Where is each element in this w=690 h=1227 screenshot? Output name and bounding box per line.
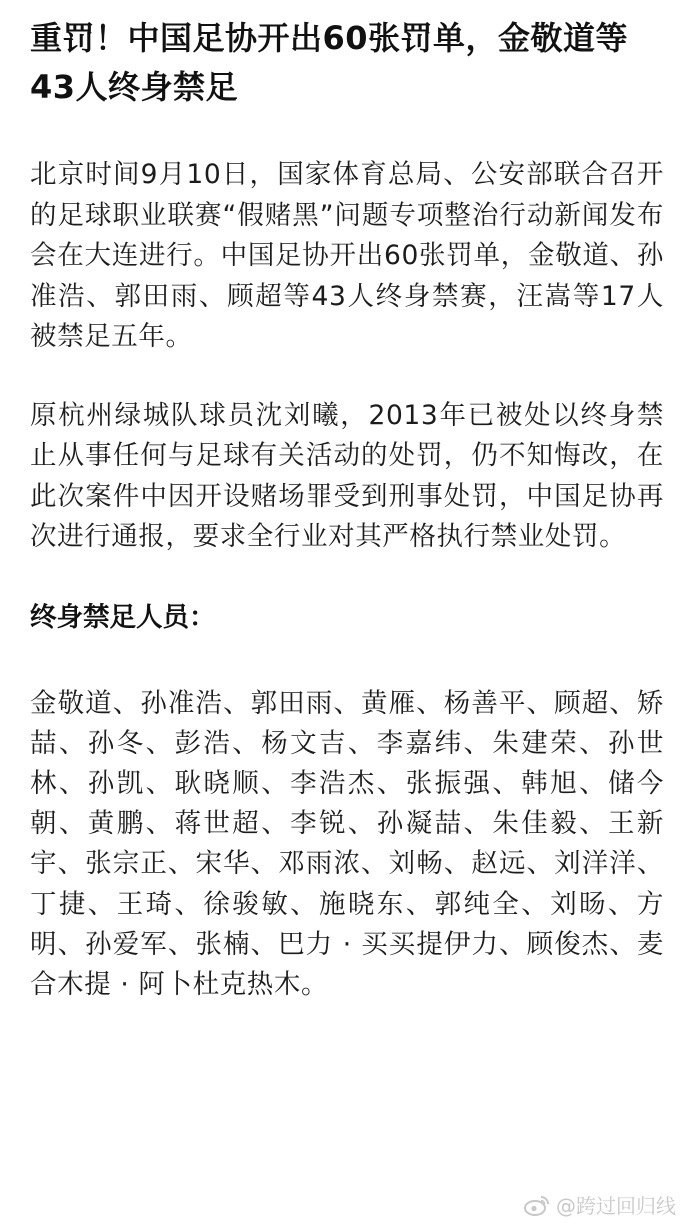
article-paragraph-1: 北京时间9月10日，国家体育总局、公安部联合召开的足球职业联赛“假赌黑”问题专项整治行动新闻发布会在大连进行。中国足协开出60张罚单，金敬道、孙准浩、郭田雨、顾超等43人终身禁赛，汪嵩等17人被禁足五年。 (30, 159, 664, 352)
article-headline: 重罚！中国足协开出60张罚单，金敬道等43人终身禁足 (30, 19, 629, 106)
watermark-text: @跨过回归线 (556, 1194, 676, 1218)
section-title: 终身禁足人员： (30, 601, 216, 633)
banned-names-list: 金敬道、孙准浩、郭田雨、黄雁、杨善平、顾超、矫喆、孙冬、彭浩、杨文吉、李嘉纬、朱建荣、孙世林、孙凯、耿晓顺、李浩杰、张振强、韩旭、储今朝、黄鹏、蒋世超、李锐、孙凝喆、朱佳毅、王新宇、张宗正、宋华、邓雨浓、刘畅、赵远、刘洋洋、丁捷、王琦、徐骏敏、施晓东、郭纯全、刘旸、方明、孙爱军、张楠、巴力 · 买买提伊力、顾俊杰、麦合木提 · 阿卜杜克热木。 (30, 687, 664, 1000)
weibo-logo-icon (524, 1194, 550, 1216)
article-paragraph-2: 原杭州绿城队球员沈刘曦，2013年已被处以终身禁止从事任何与足球有关活动的处罚，仍不知悔改，在此次案件中因开设赌场罪受到刑事处罚，中国足协再次进行通报，要求全行业对其严格执行禁业处罚。 (30, 399, 664, 552)
watermark (524, 1190, 676, 1219)
article (30, 14, 664, 1032)
